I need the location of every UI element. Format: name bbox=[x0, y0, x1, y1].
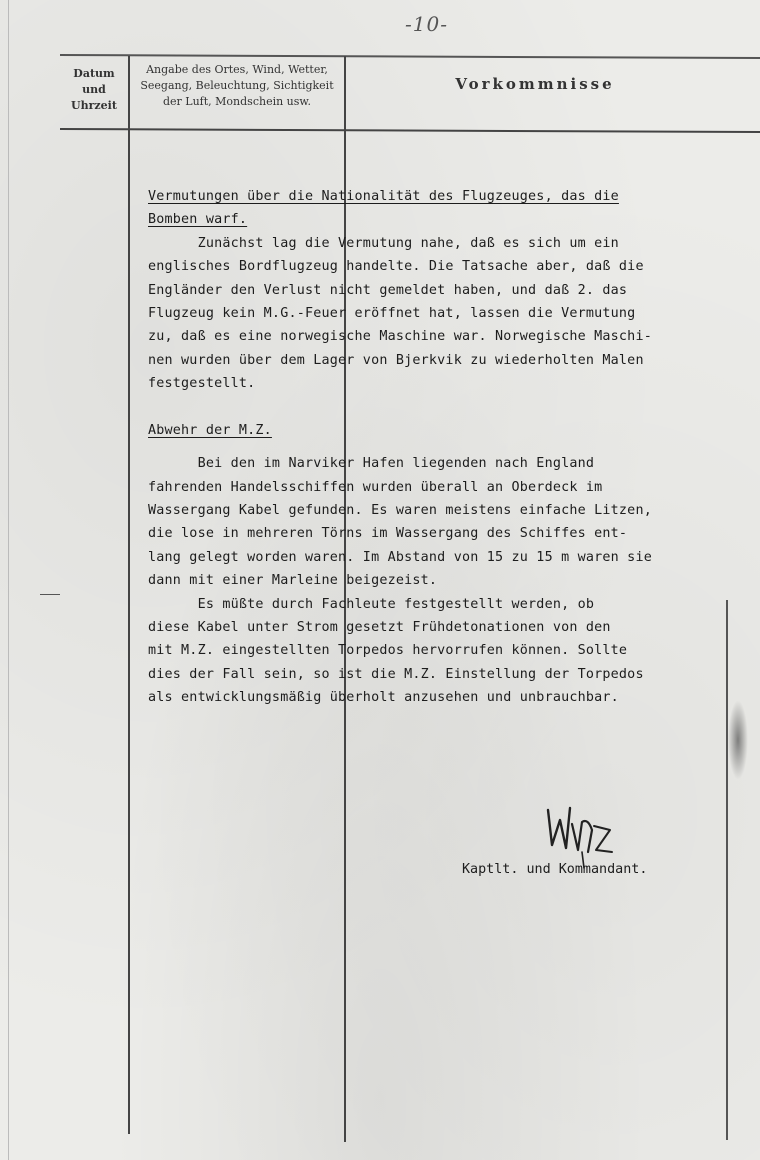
text-line: englisches Bordflugzeug handelte. Die Tatsache aber, daß die bbox=[148, 259, 644, 275]
text-line: fahrenden Handelsschiffen wurden überall an Oberdeck im bbox=[148, 479, 603, 495]
header-location-line: der Luft, Mondschein usw. bbox=[162, 95, 312, 108]
text-line: Es müßte durch Fachleute festgestellt werden, ob bbox=[148, 596, 595, 612]
table-header-rule bbox=[60, 128, 760, 133]
header-date-line: Uhrzeit bbox=[71, 99, 117, 112]
header-location-weather bbox=[132, 62, 342, 110]
text-line: lang gelegt worden waren. Im Abstand von 15 zu 15 m waren sie bbox=[148, 549, 652, 565]
handwritten-signature bbox=[538, 790, 618, 870]
column-divider-1 bbox=[128, 56, 130, 1134]
table-top-rule bbox=[60, 54, 760, 59]
signature-caption: Kaptlt. und Kommandant. bbox=[462, 862, 648, 877]
text-line: Engländer den Verlust nicht gemeldet haben, und daß 2. das bbox=[148, 282, 628, 298]
header-events: Vorkommnisse bbox=[455, 75, 615, 93]
text-line: die lose in mehreren Törns im Wassergang des Schiffes ent- bbox=[148, 526, 628, 542]
header-location-line: Seegang, Beleuchtung, Sichtigkeit bbox=[140, 79, 334, 92]
text-line: dies der Fall sein, so ist die M.Z. Einstellung der Torpedos bbox=[148, 666, 644, 682]
text-line: mit M.Z. eingestellten Torpedos hervorrufen können. Sollte bbox=[148, 643, 628, 659]
header-location-line: Angabe des Ortes, Wind, Wetter, bbox=[146, 63, 328, 76]
text-line: festgestellt. bbox=[148, 376, 256, 392]
header-date-time bbox=[62, 66, 126, 114]
section-title: Vermutungen über die Nationalität des Flugzeuges, das die bbox=[148, 189, 619, 204]
document-body bbox=[148, 185, 748, 710]
margin-mark bbox=[40, 594, 60, 595]
section-title: Bomben warf. bbox=[148, 212, 248, 228]
section-title: Abwehr der M.Z. bbox=[148, 422, 272, 438]
page-edge bbox=[8, 0, 9, 1160]
text-line: Bei den im Narviker Hafen liegenden nach England bbox=[148, 456, 595, 472]
header-date-line: und bbox=[82, 83, 106, 96]
text-line: Wassergang Kabel gefunden. Es waren meistens einfache Litzen, bbox=[148, 503, 652, 519]
text-line: nen wurden über dem Lager von Bjerkvik zu wiederholten Malen bbox=[148, 352, 644, 368]
text-line: dann mit einer Marleine beigezeist. bbox=[148, 573, 438, 589]
text-line: zu, daß es eine norwegische Maschine war. Norwegische Maschi- bbox=[148, 329, 652, 345]
text-line: Zunächst lag die Vermutung nahe, daß es sich um ein bbox=[148, 235, 619, 251]
page-number: -10- bbox=[405, 12, 448, 36]
text-line: als entwicklungsmäßig überholt anzusehen und unbrauchbar. bbox=[148, 690, 619, 706]
text-line: diese Kabel unter Strom gesetzt Frühdetonationen von den bbox=[148, 620, 611, 636]
ink-smudge bbox=[728, 700, 748, 780]
text-line: Flugzeug kein M.G.-Feuer eröffnet hat, lassen die Vermutung bbox=[148, 305, 636, 321]
header-date-line: Datum bbox=[73, 67, 115, 80]
